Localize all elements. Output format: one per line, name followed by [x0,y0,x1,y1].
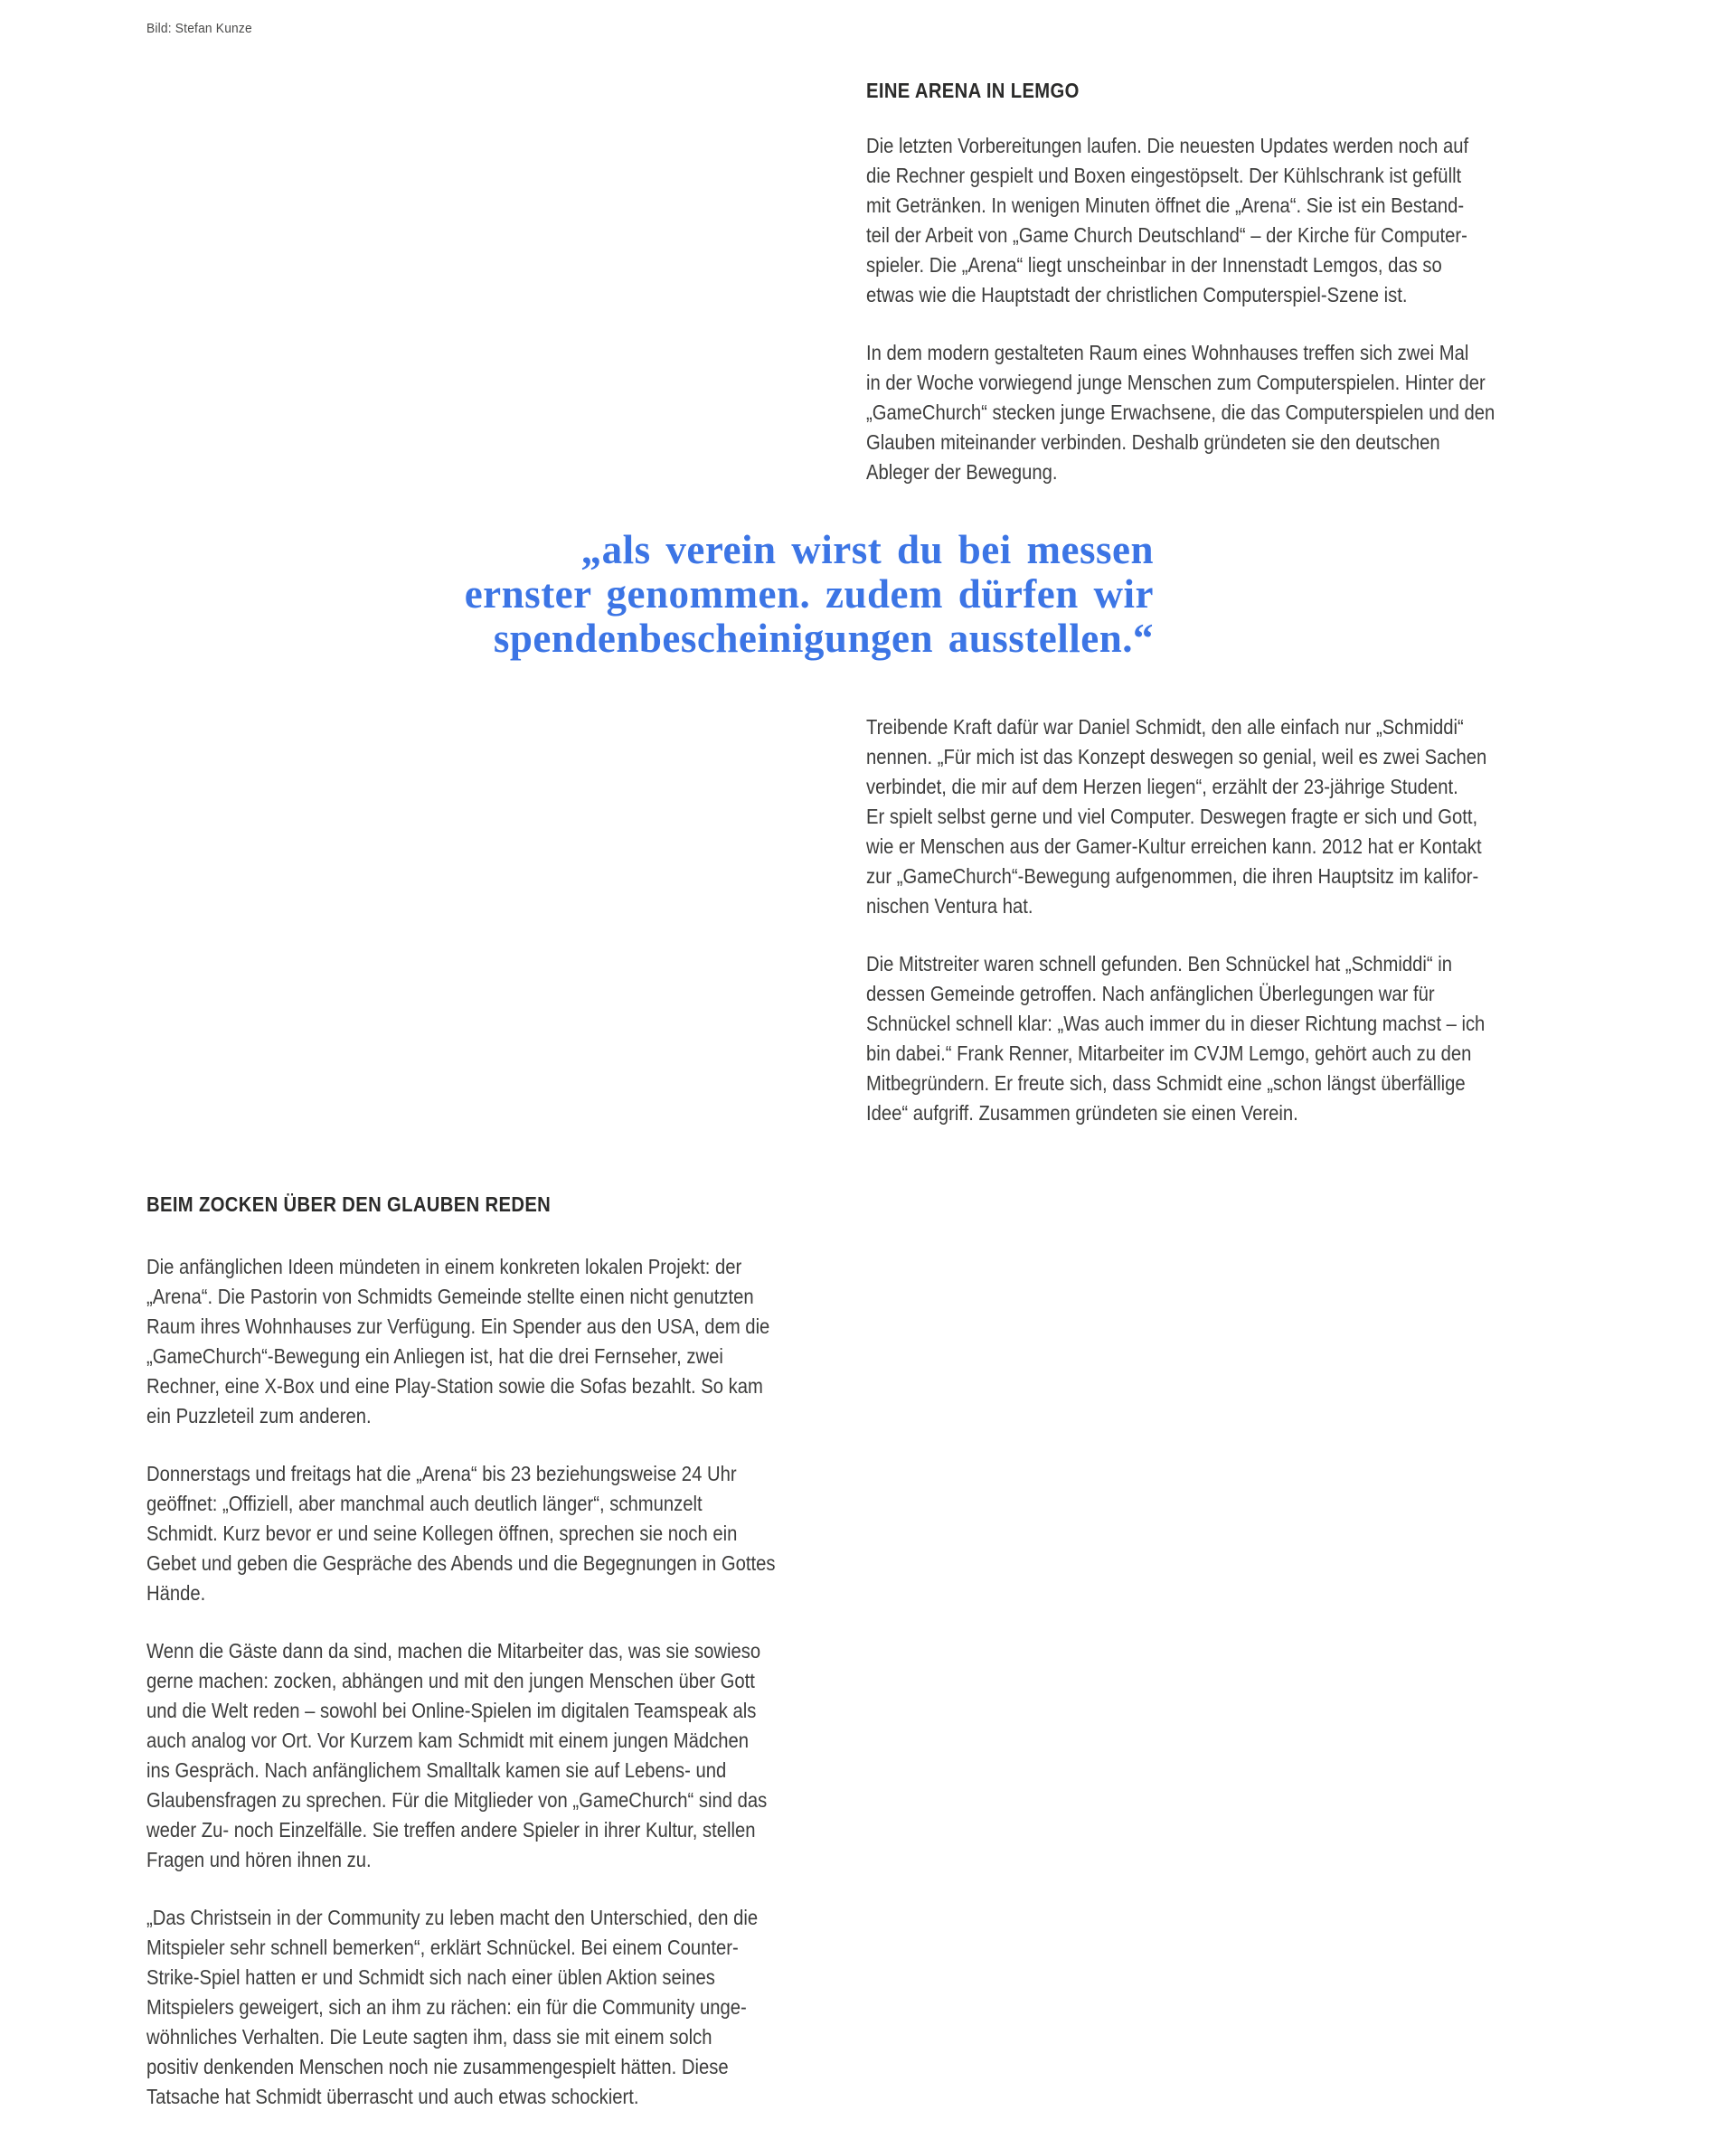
zocken-paragraph-3: Wenn die Gäste dann da sind, machen die Mitarbeiter das, was sie sowieso gerne machen: zocken, abhängen und mit den jungen Menschen über Gott und die Welt reden – sowohl bei Online-Spielen im digitalen Teamspeak als auch analog vor Ort. Vor Kurzem kam Schmidt mit einem jungen Mädchen ins Gespräch. Nach anfänglichem Smalltalk kamen sie auf Lebens- und Glaubensfragen zu sprechen. Für die Mitglieder von „GameChurch“ sind das weder Zu- noch Einzelfälle. Sie treffen andere Spieler in ihrer Kultur, stellen Fragen und hören ihnen zu. [146,1639,768,1871]
zocken-heading: BEIM ZOCKEN ÜBER DEN GLAUBEN REDEN [146,1192,552,1216]
continuation-paragraph-1: Treibende Kraft dafür war Daniel Schmidt, den alle einfach nur „Schmiddi“ nennen. „Für mich ist das Konzept deswegen so genial, weil es zwei Sachen verbindet, die mir auf dem Herzen liegen“, erzählt der 23-jährige Student. Er spielt selbst gerne und viel Computer. Deswegen fragte er sich und Gott, wie er Menschen aus der Gamer-Kultur erreichen kann. 2012 hat er Kontakt zur „GameChurch“-Bewegung aufgenommen, die ihren Hauptsitz im kalifor- nischen Ventura hat. [866,715,1487,918]
continuation-paragraph-2: Die Mitstreiter waren schnell gefunden. Ben Schnückel hat „Schmiddi“ in dessen Gemeinde getroffen. Nach anfänglichen Überlegungen war für Schnückel schnell klar: „Was auch immer du in dieser Richtung machst – ich bin dabei.“ Frank Renner, Mitarbeiter im CVJM Lemgo, gehört auch zu den Mitbegründern. Er freute sich, dass Schmidt eine „schon längst überfällige Idee“ aufgriff. Zusammen gründeten sie einen Verein. [866,952,1486,1125]
zocken-paragraph-2: Donnerstags und freitags hat die „Arena“ bis 23 beziehungsweise 24 Uhr geöffnet: „Offiziell, aber manchmal auch deutlich länger“, schmunzelt Schmidt. Kurz bevor er und seine Kollegen öffnen, sprechen sie noch ein Gebet und geben die Gespräche des Abends und die Begegnungen in Gottes Hände. [146,1462,776,1605]
zocken-section [146,1190,870,2140]
pull-quote: „als verein wirst du bei messen ernster genommen. zudem dürfen wir spendenbescheinigungen ausstellen.“ [464,527,1154,661]
continuation-section [866,712,1590,1156]
intro-section [866,76,1590,515]
photo-credit: Bild: Stefan Kunze [146,21,252,36]
zocken-paragraph-1: Die anfänglichen Ideen mündeten in einem konkreten lokalen Projekt: der „Arena“. Die Pastorin von Schmidts Gemeinde stellte einen nicht genutzten Raum ihres Wohnhauses zur Verfügung. Ein Spender aus den USA, dem die „GameChurch“-Bewegung ein Anliegen ist, hat die drei Fernseher, zwei Rechner, eine X-Box und eine Play-Station sowie die Sofas bezahlt. So kam ein Puzzleteil zum anderen. [146,1255,770,1427]
intro-heading: EINE ARENA IN LEMGO [866,79,1080,102]
intro-paragraph-1: Die letzten Vorbereitungen laufen. Die neuesten Updates werden noch auf die Rechner gespielt und Boxen eingestöpselt. Der Kühlschrank ist gefüllt mit Getränken. In wenigen Minuten öffnet die „Arena“. Sie ist ein Bestand- teil der Arbeit von „Game Church Deutschland“ – der Kirche für Computer- spieler. Die „Arena“ liegt unscheinbar in der Innenstadt Lemgos, das so etwas wie die Hauptstadt der christlichen Computerspiel-Szene ist. [866,134,1469,306]
zocken-paragraph-4: „Das Christsein in der Community zu leben macht den Unterschied, den die Mitspieler sehr schnell bemerken“, erklärt Schnückel. Bei einem Counter- Strike-Spiel hatten er und Schmidt sich nach einer üblen Aktion seines Mitspielers geweigert, sich an ihm zu rächen: ein für die Community unge- wöhnliches Verhalten. Die Leute sagten ihm, dass sie mit einem solch positiv denkenden Menschen noch nie zusammengespielt hätten. Diese Tatsache hat Schmidt überrascht und auch etwas schockiert. [146,1906,759,2108]
intro-paragraph-2: In dem modern gestalteten Raum eines Wohnhauses treffen sich zwei Mal in der Woche vorwiegend junge Menschen zum Computerspielen. Hinter der „GameChurch“ stecken junge Erwachsene, die das Computerspielen und den Glauben miteinander verbinden. Deshalb gründeten sie den deutschen Ableger der Bewegung. [866,341,1495,484]
